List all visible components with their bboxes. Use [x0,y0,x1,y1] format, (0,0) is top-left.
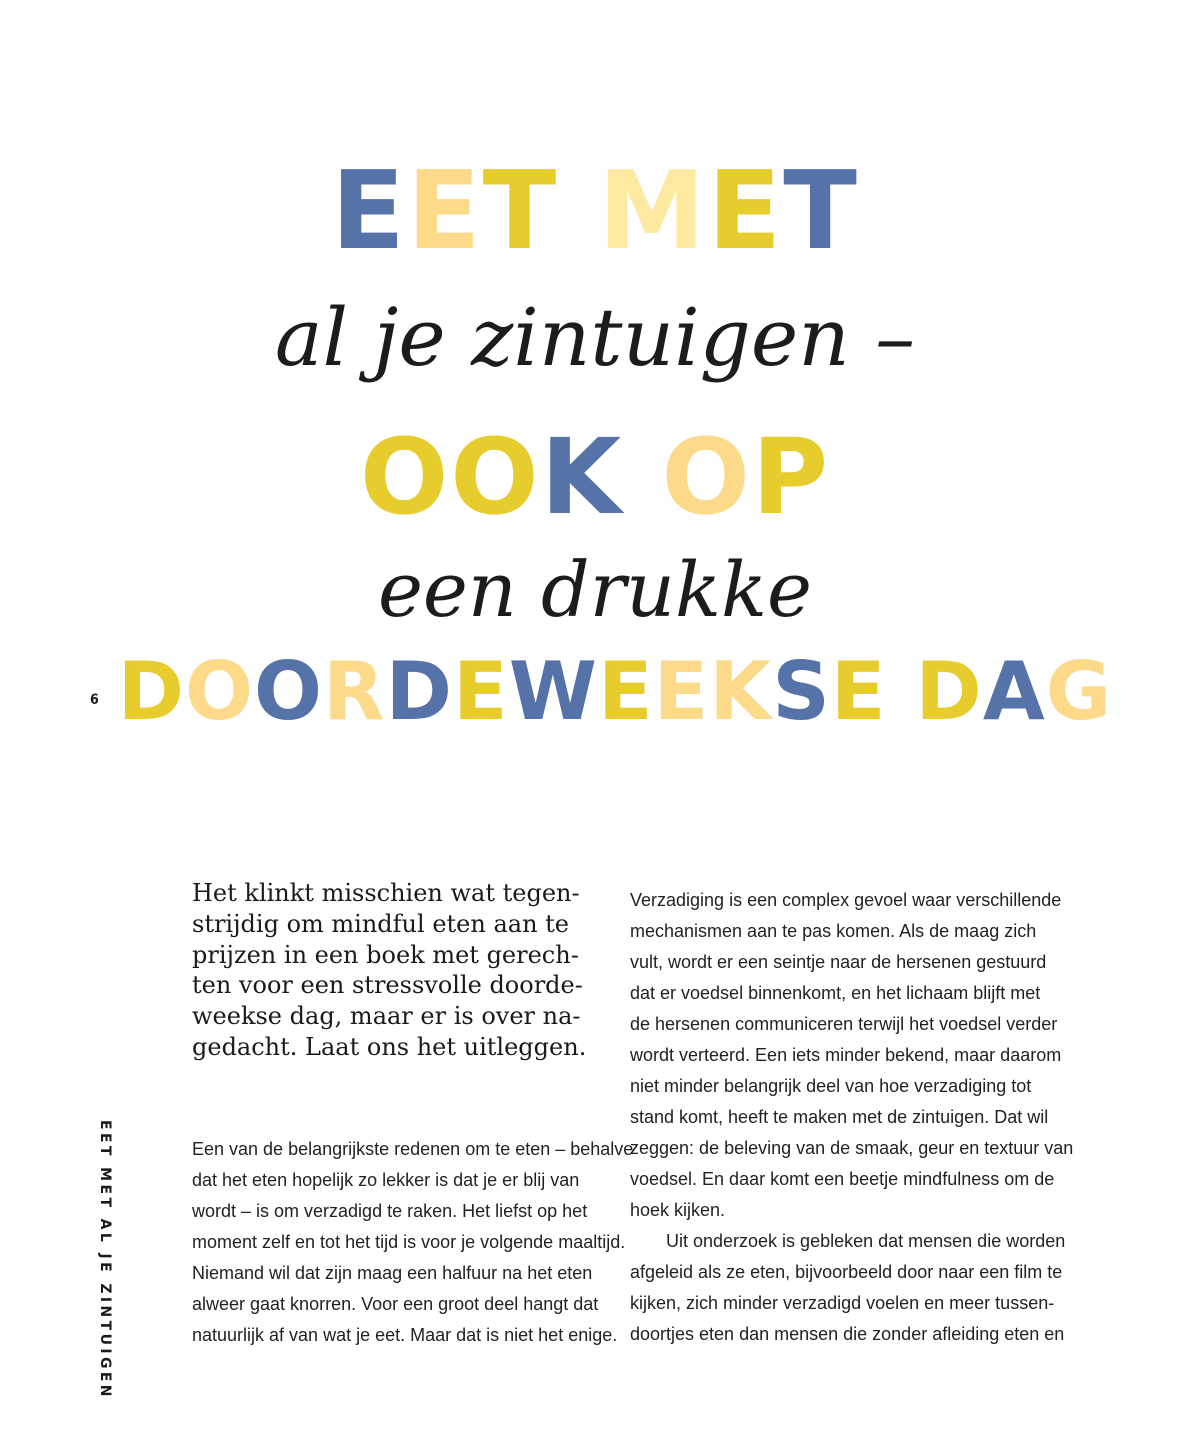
body-line: stand komt, heeft te maken met de zintuigen. Dat wil [630,1107,1049,1127]
title-letter: O [359,416,451,538]
body-line: wordt verteerd. Een iets minder bekend, maar daarom [630,1045,1062,1065]
title-line-ook-op [0,416,1190,538]
title-letter: S [772,645,831,738]
title-letter: D [915,645,983,738]
title-letter: E [331,149,407,274]
title-line-eet-met [0,149,1190,274]
title-letter: D [385,645,454,738]
title-letter: P [751,416,831,538]
body-line: dat het eten hopelijk zo lekker is dat je er blij van [192,1170,580,1190]
title-letter: O [185,645,255,738]
title-line-doordeweekse-dag [40,645,1190,738]
body-line: Niemand wil dat zijn maag een halfuur na het eten [192,1263,593,1283]
body-column-right [630,885,1074,1350]
title-letter [558,149,598,274]
title-letter: O [450,416,541,538]
title-line-zintuigen: al je zintuigen – [274,291,916,384]
title-letter [623,416,661,538]
body-line: zeggen: de beleving van de smaak, geur en textuur van [630,1138,1074,1158]
intro-line: prijzen in een boek met gerech- [192,940,579,969]
title-letter: O [254,645,324,738]
title-letter: E [597,645,654,738]
body-line: doortjes eten dan mensen die zonder afleiding eten en [630,1324,1065,1344]
page-number: 6 [90,692,99,708]
body-line: voedsel. En daar komt een beetje mindfulness om de [630,1169,1055,1189]
body-line: afgeleid als ze eten, bijvoorbeeld door naar een film te [630,1262,1063,1282]
title-letter: E [453,645,509,738]
body-line: kijken, zich minder verzadigd voelen en meer tussen- [630,1293,1055,1313]
intro-line: ten voor een stressvolle doorde- [192,971,583,1000]
intro-paragraph [192,878,612,1063]
body-line: Verzadiging is een complex gevoel waar verschillende [630,890,1062,910]
body-line: Een van de belangrijkste redenen om te eten – behalve [192,1139,634,1159]
title-letter: E [707,149,784,274]
title-letter: A [982,645,1046,738]
body-line: niet minder belangrijk deel van hoe verzadiging tot [630,1076,1032,1096]
title-letter: G [1045,645,1113,738]
body-line: natuurlijk af van wat je eet. Maar dat is niet het enige. [192,1325,618,1345]
body-line: vult, wordt er een seintje naar de hersenen gestuurd [630,952,1047,972]
title-letter: O [661,416,752,538]
title-letter: R [323,645,386,738]
body-column-left [192,1134,634,1351]
title-line-drukke: een drukke [377,545,813,634]
running-head: EET MET AL JE ZINTUIGEN [97,1120,113,1400]
body-line: wordt – is om verzadigd te raken. Het liefst op het [192,1201,588,1221]
title-letter: M [597,149,708,274]
title-letter: E [830,645,887,738]
title-letter [887,645,916,738]
title-letter: K [540,416,624,538]
title-letter: E [406,149,483,274]
intro-line: strijdig om mindful eten aan te [192,909,570,938]
title-letter: T [482,149,559,274]
body-line: dat er voedsel binnenkomt, en het lichaam blijft met [630,983,1041,1003]
intro-line: weekse dag, maar er is over na- [192,1002,581,1031]
title-letter: D [117,645,185,738]
body-line: alweer gaat knorren. Voor een groot deel hangt dat [192,1294,599,1314]
body-line: mechanismen aan te pas komen. Als de maag zich [630,921,1037,941]
body-line: Uit onderzoek is gebleken dat mensen die worden [630,1231,1066,1251]
body-line: de hersenen communiceren terwijl het voedsel verder [630,1014,1058,1034]
title-letter: E [653,645,710,738]
intro-line: Het klinkt misschien wat tegen- [192,879,580,907]
intro-line: gedacht. Laat ons het uitleggen. [192,1032,587,1061]
title-letter: T [783,149,859,274]
body-line: hoek kijken. [630,1200,726,1220]
title-letter: K [709,645,773,738]
body-line: moment zelf en tot het tijd is voor je volgende maaltijd. [192,1232,626,1252]
title-letter: W [508,645,598,738]
